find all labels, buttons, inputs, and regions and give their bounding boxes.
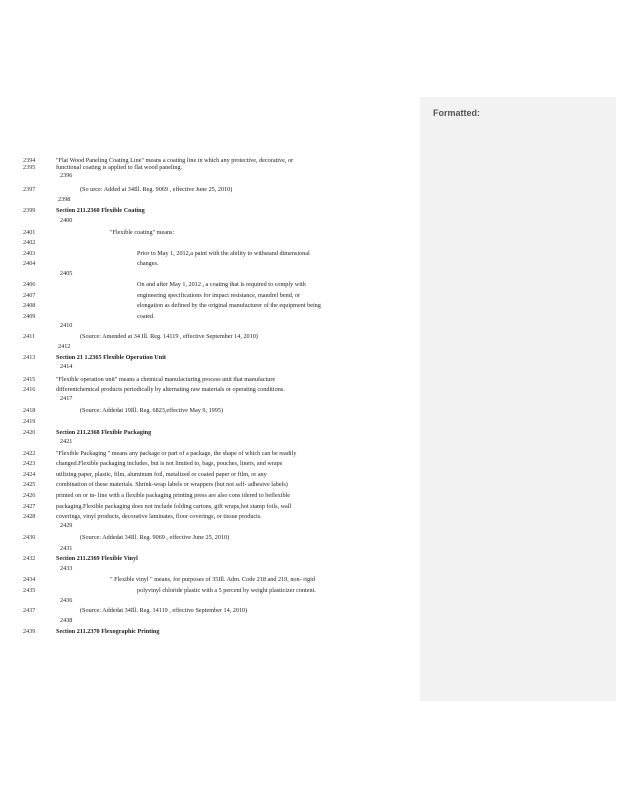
body-line: 2429 [60,522,73,529]
line-number: 2439 [23,628,36,635]
body-line: coated. [137,313,155,320]
formatted-label: Formatted: [433,108,480,118]
body-line: (Source: Addedat 34Ill. Reg. 9069 , effective June 25, 2010) [80,534,230,541]
line-number: 2428 [23,513,36,520]
section-heading: Section 211.2369 Flexible Vinyl [56,555,138,562]
body-line: (Source: Amended at 34 Ill. Reg. 14119 , effective September 14, 2010) [80,333,258,340]
body-line: 2431 [60,545,73,552]
comment-margin-pane [420,97,616,701]
body-line: (Source: Addedat 19Ill. Reg. 6823,effective May 9, 1995) [80,407,224,414]
body-line: 2421 [60,438,73,445]
line-number: 2402 [23,239,36,246]
line-number: 2409 [23,313,36,320]
body-line: 2414 [60,363,73,370]
line-number: 2420 [23,429,36,436]
body-line: 2405 [60,270,73,277]
line-number: 2422 [23,450,36,457]
line-number: 2425 [23,481,36,488]
body-line: 2398 [58,196,71,203]
line-number: 2403 [23,250,36,257]
line-number: 2419 [23,418,36,425]
line-number: 2424 [23,471,36,478]
line-number: 2430 [23,534,36,541]
line-number: 2404 [23,260,36,267]
body-line: engineering specifications for impact resistance, mandrel bend, or [137,292,301,299]
body-line: On and after May 1, 2012 , a coating that is required to comply with [137,281,306,288]
line-number: 2415 [23,376,36,383]
section-heading: Section 211.2370 Flexographic Printing [56,628,160,635]
line-number: 2432 [23,555,36,562]
body-line: 2433 [60,565,73,572]
line-number: 2401 [23,229,36,236]
body-line: polyvinyl chloride plastic with a 5 percent by weight plasticizer content. [137,587,316,594]
body-line: Prior to May 1, 2012,a paint with the ability to withstand dimensional [137,250,310,257]
body-line: "Flexible coating" means: [110,229,175,236]
body-line: 2396 [60,172,73,179]
body-line: 2412 [58,343,71,350]
line-number: 2437 [23,607,36,614]
body-line: 2400 [60,217,73,224]
line-number: 2407 [23,292,36,299]
body-line: utilizing paper, plastic, film, aluminum foil, metalized or coated paper or film, or any [56,471,267,478]
body-line: (Source: Addedat 34Ill. Reg. 14119 , effective September 14, 2010) [80,607,248,614]
body-line: 2438 [60,617,73,624]
section-heading: Section 21 1.2365 Flexible Operation Unit [56,354,166,361]
line-number: 2394 [23,157,36,164]
line-number: 2406 [23,281,36,288]
section-heading: Section 211.2368 Flexible Packaging [56,429,152,436]
body-line: "Flexible operation unit" means a chemical manufacturing process unit that manufacture [56,376,276,383]
body-line: differentchemical products periodically by alternating raw materials or operating conditions. [56,386,285,393]
line-number: 2397 [23,186,36,193]
line-number: 2423 [23,460,36,467]
line-number: 2427 [23,503,36,510]
body-line: functional coating is applied to flat wood paneling. [56,164,183,171]
body-line: 2436 [60,597,73,604]
body-line: packaging.Flexible packaging does not include folding cartons, gift wraps,hot stamp foils, wall [56,503,292,510]
line-number: 2411 [23,333,36,340]
line-number: 2434 [23,576,36,583]
body-line: 2410 [60,322,73,329]
body-line: 2417 [60,395,73,402]
line-number: 2399 [23,207,36,214]
body-line: combination of these materials. Shrink-wrap labels or wrappers (but not self- adhesive labels) [56,481,288,488]
body-line: "Flexible Packaging " means any package or part of a package, the shape of which can be readily [56,450,297,457]
line-number: 2426 [23,492,36,499]
body-line: changes. [137,260,159,267]
body-line: " Flexible vinyl " means, for purposes of 35Ill. Adm. Code 218 and 219, non- rigid [110,576,315,583]
line-number: 2435 [23,587,36,594]
body-line: "Flat Wood Paneling Coating Line" means a coating line in which any protective, decorative, or [56,157,294,164]
line-number: 2395 [23,164,36,171]
line-number: 2413 [23,354,36,361]
line-number: 2416 [23,386,36,393]
body-line: printed on or in- line with a flexible packaging printing press are also cons idered to beflexible [56,492,291,499]
body-line: coverings, vinyl products, decorative laminates, floor coverings, or tissue products. [56,513,262,520]
body-line: elongation as defined by the original manufacturer of the equipment being [137,302,321,309]
body-line: changed.Flexible packaging includes, but is not limited to, bags, pouches, liners, and wraps [56,460,283,467]
body-line: (So urce: Added at 34Ill. Reg. 9069 , effective June 25, 2010) [80,186,233,193]
line-number: 2418 [23,407,36,414]
line-number: 2408 [23,302,36,309]
section-heading: Section 211.2360 Flexible Coating [56,207,145,214]
